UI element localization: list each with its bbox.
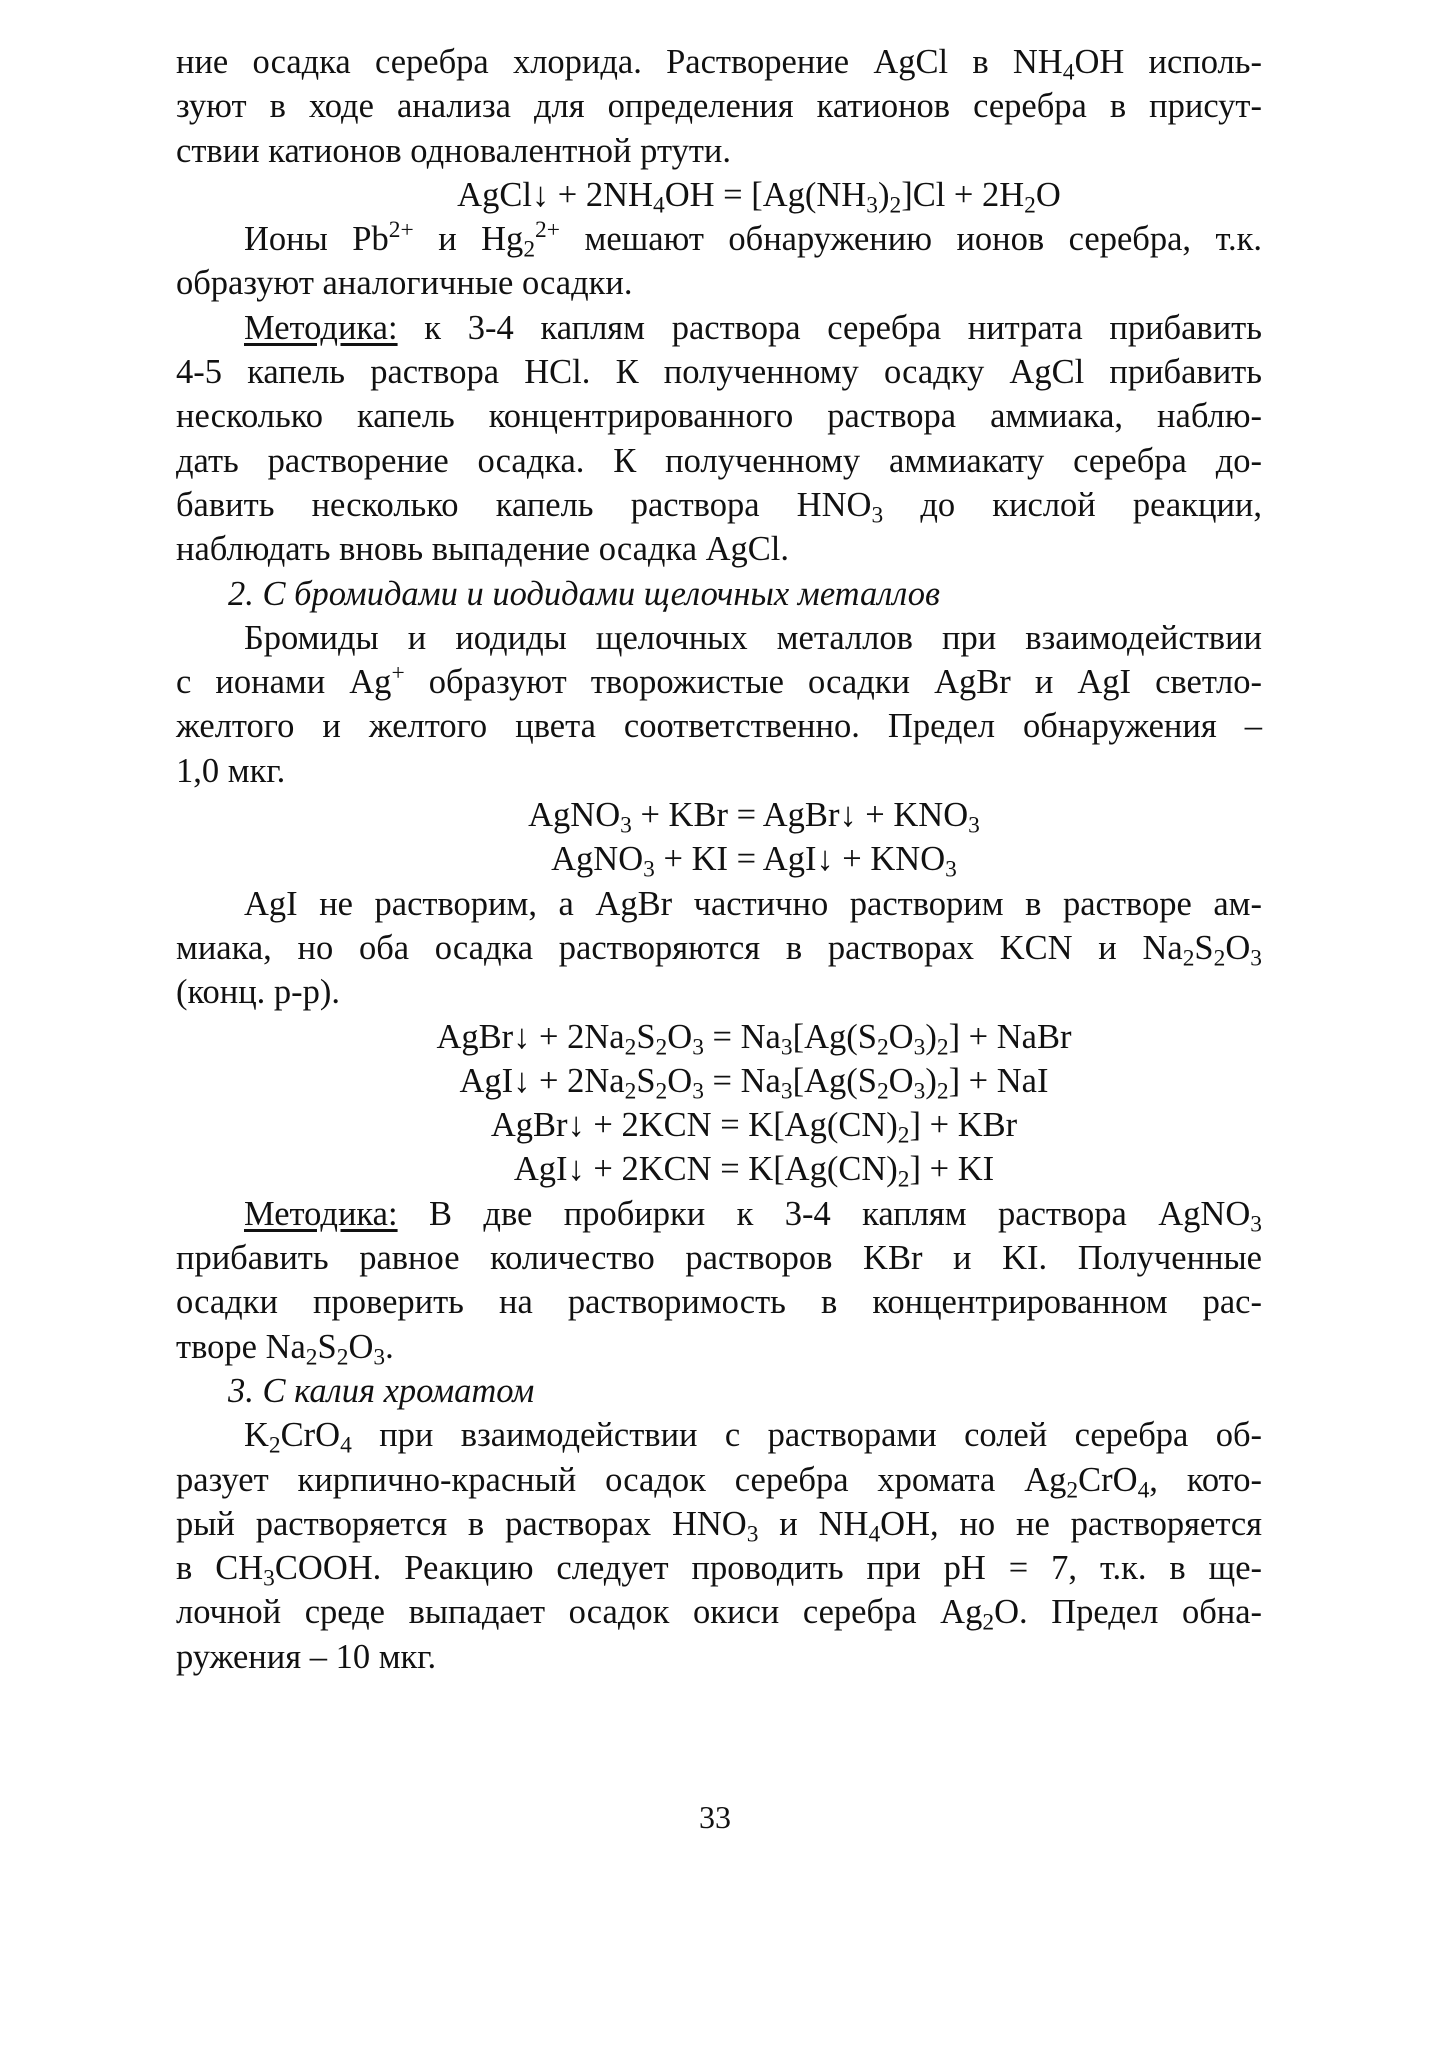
text-line: осадки проверить на растворимость в концентрированном рас- bbox=[176, 1283, 1262, 1322]
text-line: наблюдать вновь выпадение осадка AgCl. bbox=[176, 530, 790, 569]
text-line: $K_2CrO_4$ при взаимодействии с растворами солей серебра об- bbox=[244, 1416, 1262, 1459]
text-line: 4-5 капель раствора HCl. К полученному осадку AgCl прибавить bbox=[176, 353, 1262, 392]
method-label: Методика: bbox=[244, 308, 398, 347]
text-line: образуют аналогичные осадки. bbox=[176, 264, 633, 303]
text-line: Ионы $Pb^{2+}$ и $Hg_2^{2+}$ мешают обнаружению ионов серебра, т.к. bbox=[244, 217, 1262, 263]
paragraph-chromate bbox=[176, 1413, 1262, 1679]
text-line: творе $Na_2S_2O_3$. bbox=[176, 1327, 394, 1371]
text-line: в $CH_3COOH$. Реакцию следует проводить при pH = 7, т.к. в ще- bbox=[176, 1549, 1263, 1592]
equation-agbr-thiosulfate: AgBr↓ + $2Na_2S_2O_3 = Na_3[Ag(S_2O_3)_2]$ + NaBr bbox=[436, 1017, 1072, 1061]
text-line: бавить несколько капель раствора $HNO_3$ до кислой реакции, bbox=[176, 485, 1263, 529]
equation-agbr-kcn: AgBr↓ + $2KCN = K[Ag(CN)_2]$ + KBr bbox=[490, 1106, 1018, 1149]
equation-agcl-ammonia: AgCl↓ + $2NH_4OH = [Ag(NH_3)_2]Cl + 2H_2O$ bbox=[457, 175, 1061, 219]
text-line: ружения – 10 мкг. bbox=[176, 1637, 437, 1676]
text-line: несколько капель концентрированного раствора аммиака, наблю- bbox=[176, 397, 1262, 436]
method-label: Методика: bbox=[244, 1194, 398, 1233]
text-line: ние осадка серебра хлорида. Растворение AgCl в $NH_4OH$ исполь- bbox=[176, 43, 1262, 86]
text-line: дать растворение осадка. К полученному аммиакату серебра до- bbox=[176, 441, 1262, 480]
text-line: лочной среде выпадает осадок окиси серебра $Ag_2O$. Предел обна- bbox=[176, 1593, 1263, 1636]
text-line: 1,0 мкг. bbox=[176, 751, 286, 790]
text-line: ствии катионов одновалентной ртути. bbox=[176, 131, 731, 170]
text-line: Методика: к 3-4 каплям раствора серебра нитрата прибавить bbox=[244, 308, 1262, 347]
text-line: миака, но оба осадка растворяются в растворах KCN и $Na_2S_2O_3$ bbox=[176, 928, 1262, 972]
page-number: 33 bbox=[699, 1799, 731, 1835]
paragraph-solubility bbox=[176, 882, 1262, 1015]
text-line: разует кирпично-красный осадок серебра хромата $Ag_2CrO_4$, кото- bbox=[176, 1460, 1262, 1504]
section-heading-bromides-iodides: 2. С бромидами и иодидами щелочных металлов bbox=[228, 574, 941, 613]
text-line: Бромиды и иодиды щелочных металлов при взаимодействии bbox=[244, 618, 1262, 657]
text-line: рый растворяется в растворах $HNO_3$ и $NH_4OH$, но не растворяется bbox=[176, 1504, 1262, 1548]
equation-agi-kcn: AgI↓ + $2KCN = K[Ag(CN)_2]$ + KI bbox=[513, 1150, 995, 1193]
text-line: AgI не растворим, а AgBr частично растворим в растворе ам- bbox=[244, 884, 1262, 923]
paragraph-agcl-dissolution bbox=[176, 40, 1262, 173]
equation-agi-thiosulfate: AgI↓ + $2Na_2S_2O_3 = Na_3[Ag(S_2O_3)_2]$ + NaI bbox=[459, 1061, 1049, 1105]
text-line: с ионами Ag+ образуют творожистые осадки AgBr и AgI светло- bbox=[176, 660, 1262, 702]
paragraph-method-2 bbox=[176, 1192, 1262, 1369]
text-line: желтого и желтого цвета соответственно. Предел обнаружения – bbox=[176, 707, 1262, 746]
text-line: Методика: В две пробирки к 3-4 каплям раствора AgNO$_3$ bbox=[244, 1194, 1262, 1238]
paragraph-interfering-ions bbox=[176, 217, 1262, 306]
equation-agno3-ki: AgNO$_3$ + KI = AgI↓ + $KNO_3$ bbox=[551, 840, 957, 883]
paragraph-method-1 bbox=[176, 306, 1262, 572]
paragraph-bromides-iodides bbox=[176, 616, 1262, 793]
text-line: прибавить равное количество растворов KBr и KI. Полученные bbox=[176, 1239, 1262, 1278]
section-heading-chromate: 3. С калия хроматом bbox=[228, 1371, 535, 1410]
text-line: (конц. р-р). bbox=[176, 973, 341, 1012]
page-body bbox=[176, 40, 1262, 1679]
text-line: зуют в ходе анализа для определения катионов серебра в присут- bbox=[176, 87, 1262, 126]
equation-agno3-kbr: AgNO$_3$ + KBr = AgBr↓ + $KNO_3$ bbox=[528, 796, 980, 839]
